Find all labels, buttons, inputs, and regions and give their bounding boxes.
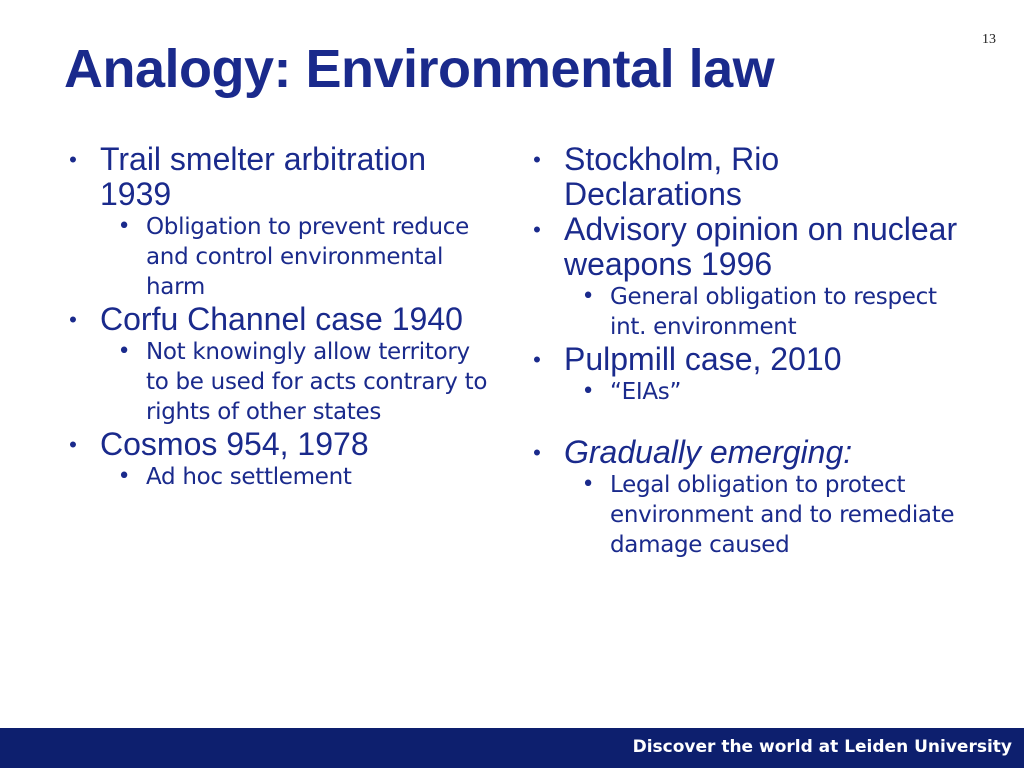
slide-title: Analogy: Environmental law [64,39,775,99]
right-column [522,142,962,560]
sub-bullet-item [104,212,498,302]
bullet-icon: • [581,472,595,497]
bullet-icon: • [69,307,77,332]
bullet-text: Advisory opinion on nuclear weapons 1996 [564,211,958,282]
bullet-text: Pulpmill case, 2010 [564,341,842,377]
sub-bullet-item [104,337,498,427]
bullet-icon: • [117,339,131,364]
bullet-item [58,142,498,302]
bullet-icon: • [581,284,595,309]
sub-bullet-text: Legal obligation to protect environment and to remediate damage caused [610,472,955,558]
bullet-icon: • [69,147,77,172]
sub-bullet-text: “EIAs” [610,379,682,405]
bullet-text: Trail smelter arbitration 1939 [100,141,427,212]
page-number: 13 [982,32,996,47]
sub-bullet-text: Obligation to prevent reduce and control environmental harm [146,214,469,300]
left-column [58,142,498,492]
bullet-icon: • [533,440,541,465]
bullet-item [522,142,962,212]
sub-bullet-item [568,470,962,560]
bullet-icon: • [117,214,131,239]
footer-tagline: Discover the world at Leiden University [632,737,1012,757]
sub-bullet-text: General obligation to respect int. environment [610,284,937,340]
bullet-icon: • [533,147,541,172]
bullet-icon: • [117,464,131,489]
bullet-item [58,302,498,427]
bullet-text: Cosmos 954, 1978 [100,426,369,462]
bullet-item [522,212,962,342]
bullet-text: Stockholm, Rio Declarations [564,141,780,212]
bullet-item [58,427,498,492]
sub-bullet-item [568,282,962,342]
bullet-icon: • [69,432,77,457]
footer-bar [0,728,1024,768]
bullet-text: Corfu Channel case 1940 [100,301,463,337]
bullet-text: Gradually emerging: [564,434,853,470]
bullet-item [522,435,962,560]
bullet-icon: • [533,347,541,372]
sub-bullet-item [568,377,962,407]
sub-bullet-text: Not knowingly allow territory to be used for acts contrary to rights of other states [146,339,488,425]
sub-bullet-text: Ad hoc settlement [146,464,352,490]
bullet-item [522,342,962,407]
sub-bullet-item [104,462,498,492]
bullet-icon: • [533,217,541,242]
bullet-icon: • [581,379,595,404]
